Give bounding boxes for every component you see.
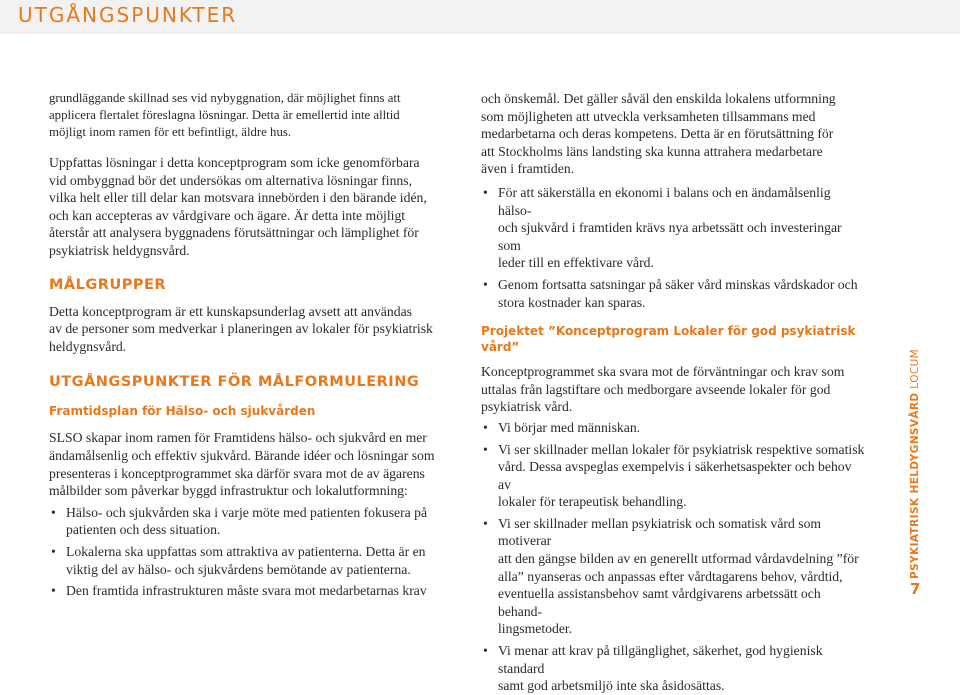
page-header (0, 0, 960, 34)
list-item: • Vi menar att krav på tillgänglighet, säkerhet, god hygienisk standard samt god arbetsmiljö inte ska åsidosättas. (481, 642, 866, 695)
list-item: • Vi ser skillnader mellan psykiatrisk och somatisk vård som motiverar att den gängse bilden av en generellt utformad vårdavdelning ”för alla” nyanseras och anpassas efter vårdtagarens behov, vårdtid, eventuella assistansbehov samt vårdgivarens arbetssätt och behand- lingsmetoder. (481, 515, 866, 638)
list-item: • För att säkerställa en ekonomi i balans och en ändamålsenlig hälso- och sjukvård i framtiden krävs nya arbetssätt och investeringar som leder till en effektivare vård. (481, 184, 866, 272)
continued-paragraph: och önskemål. Det gäller såväl den enskilda lokalens utformning som möjligheten att utveckla verksamheten tillsammans med medarbetarna och deras kompetens. Detta är en förutsättning för att Stockholms läns landsting ska kunna attrahera medarbetare även i framtiden. (481, 91, 836, 177)
feasibility-paragraph: Uppfattas lösningar i detta konceptprogram som icke genomförbara vid ombyggnad bör det undersökas om alternativa lösningar finns, vilka helt eller till delar kan motsvara innebörden i den bärande idén, och kan accepteras av vårdgivare och ägare. Är detta inte möjligt återstår att analysera byggnadens förutsättningar och lämplighet för psykiatrisk heldygnsvård. (49, 155, 427, 258)
goal-list (49, 504, 439, 600)
page-number: 7 (910, 580, 921, 598)
principles-list (481, 419, 866, 695)
list-item: • Vi börjar med människan. (481, 419, 866, 437)
list-item: • Lokalerna ska uppfattas som attraktiva av patienterna. Detta är en viktig del av hälso- och sjukvårdens bemötande av patienterna. (49, 543, 439, 578)
subheading-framtidsplan: Framtidsplan för Hälso- och sjukvården (49, 404, 316, 419)
economy-list (481, 184, 866, 311)
sidebar-title-bold: PSYKIATRISK HELDYGNSVÅRD (909, 392, 921, 579)
heading-malformulering: UTGÅNGSPUNKTER FÖR MÅLFORMULERING (49, 374, 420, 391)
heading-malgrupper: MÅLGRUPPER (49, 276, 167, 293)
subheading-projekt: Projektet ”Konceptprogram Lokaler för god psykiatrisk vård” (481, 324, 856, 355)
left-column (49, 90, 439, 600)
sidebar-running-title (895, 348, 933, 579)
intro-paragraph: grundläggande skillnad ses vid nybyggnation, där möjlighet finns att applicera flertalet föreslagna lösningar. Detta är emellertid inte alltid möjligt inom ramen för ett befintligt, äldre hus. (49, 91, 401, 139)
list-item: • Vi ser skillnader mellan lokaler för psykiatrisk respektive somatisk vård. Dessa avspeglas exempelvis i säkerhetsaspekter och behov av lokaler för terapeutisk behandling. (481, 441, 866, 511)
right-column (481, 90, 866, 695)
sidebar-title-brand: LOCUM (909, 348, 921, 389)
page-title: UTGÅNGSPUNKTER (18, 3, 238, 27)
list-item: • Den framtida infrastrukturen måste svara mot medarbetarnas krav (49, 582, 439, 600)
malgrupper-paragraph: Detta konceptprogram är ett kunskapsunderlag avsett att användas av de personer som medverkar i planeringen av lokaler för psykiatrisk heldygnsvård. (49, 303, 433, 354)
list-item: • Genom fortsatta satsningar på säker vård minskas vårdskador och stora kostnader kan sparas. (481, 276, 866, 311)
slso-paragraph: SLSO skapar inom ramen för Framtidens hälso- och sjukvård en mer ändamålsenlig och effektiv sjukvård. Bärande idéer och lösningar som presenteras i konceptprogrammet ska därför svara mot de av ägarens målbilder som påverkar byggd infrastruktur och lokalutformning: (49, 430, 435, 499)
list-item: • Hälso- och sjukvården ska i varje möte med patienten fokusera på patienten och dess situation. (49, 504, 439, 539)
projekt-paragraph: Konceptprogrammet ska svara mot de förväntningar och krav som uttalas från lagstiftare och medborgare avseende lokaler för god psykiatrisk vård. (481, 364, 845, 415)
